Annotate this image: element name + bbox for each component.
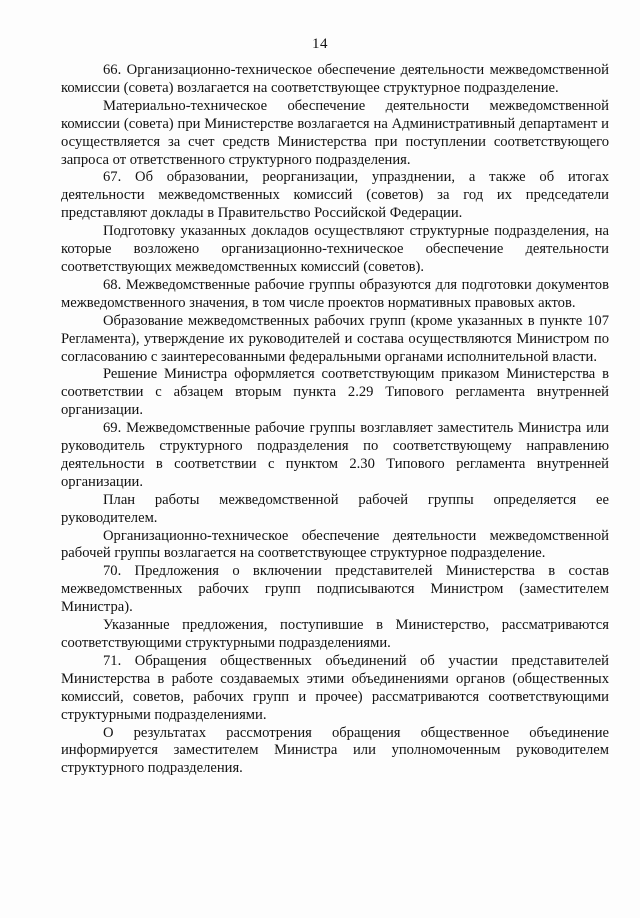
paragraph-67: 67. Об образовании, реорганизации, упразднении, а также об итогах деятельности межведомственных комиссий (советов) за год их председатели представляют доклады в Правительство Российской Федерации. <box>61 169 609 222</box>
paragraph-working-groups-formation: Образование межведомственных рабочих групп (кроме указанных в пункте 107 Регламента), утверждение их руководителей и состава осуществляются Министром по согласованию с заинтересованными федеральными органами исполнительной власти. <box>61 312 609 365</box>
paragraph-proposals-review: Указанные предложения, поступившие в Министерство, рассматриваются соответствующими структурными подразделениями. <box>61 617 609 651</box>
paragraph-68: 68. Межведомственные рабочие группы образуются для подготовки документов межведомственного значения, в том числе проектов нормативных правовых актов. <box>61 276 609 311</box>
paragraph-66: 66. Организационно-техническое обеспечение деятельности межведомственной комиссии (совета) возлагается на соответствующее структурное подразделение. <box>61 62 609 96</box>
document-body <box>61 62 609 778</box>
paragraph-work-plan: План работы межведомственной рабочей группы определяется ее руководителем. <box>61 491 609 526</box>
page-number: 14 <box>312 36 328 52</box>
paragraph-69: 69. Межведомственные рабочие группы возглавляет заместитель Министра или руководитель структурного подразделения по соответствующему направлению деятельности в соответствии с пунктом 2.30 Типового регламента внутренней организации. <box>61 420 609 490</box>
paragraph-material-support: Материально-техническое обеспечение деятельности межведомственной комиссии (совета) при Министерстве возлагается на Административный департамент и осуществляется за счет средств Министерства при поступлении соответствующего запроса от ответственного структурного подразделения. <box>61 97 609 168</box>
paragraph-minister-decision: Решение Министра оформляется соответствующим приказом Министерства в соответствии с абзацем вторым пункта 2.29 Типового регламента внутренней организации. <box>61 366 609 419</box>
paragraph-report-preparation: Подготовку указанных докладов осуществляют структурные подразделения, на которые возложено организационно-техническое обеспечение деятельности соответствующих межведомственных комиссий (советов). <box>61 223 609 275</box>
paragraph-group-support: Организационно-техническое обеспечение деятельности межведомственной рабочей группы возлагается на соответствующее структурное подразделение. <box>61 527 609 562</box>
paragraph-review-results: О результатах рассмотрения обращения общественное объединение информируется заместителем Министра или уполномоченным руководителем структурного подразделения. <box>61 724 609 777</box>
paragraph-70: 70. Предложения о включении представителей Министерства в состав межведомственных рабочих групп подписываются Министром (заместителем Министра). <box>61 563 609 616</box>
paragraph-71: 71. Обращения общественных объединений об участии представителей Министерства в работе создаваемых этими объединениями органов (общественных комиссий, советов, рабочих групп и прочее) рассматриваются соответствующими структурными подразделениями. <box>61 652 609 723</box>
